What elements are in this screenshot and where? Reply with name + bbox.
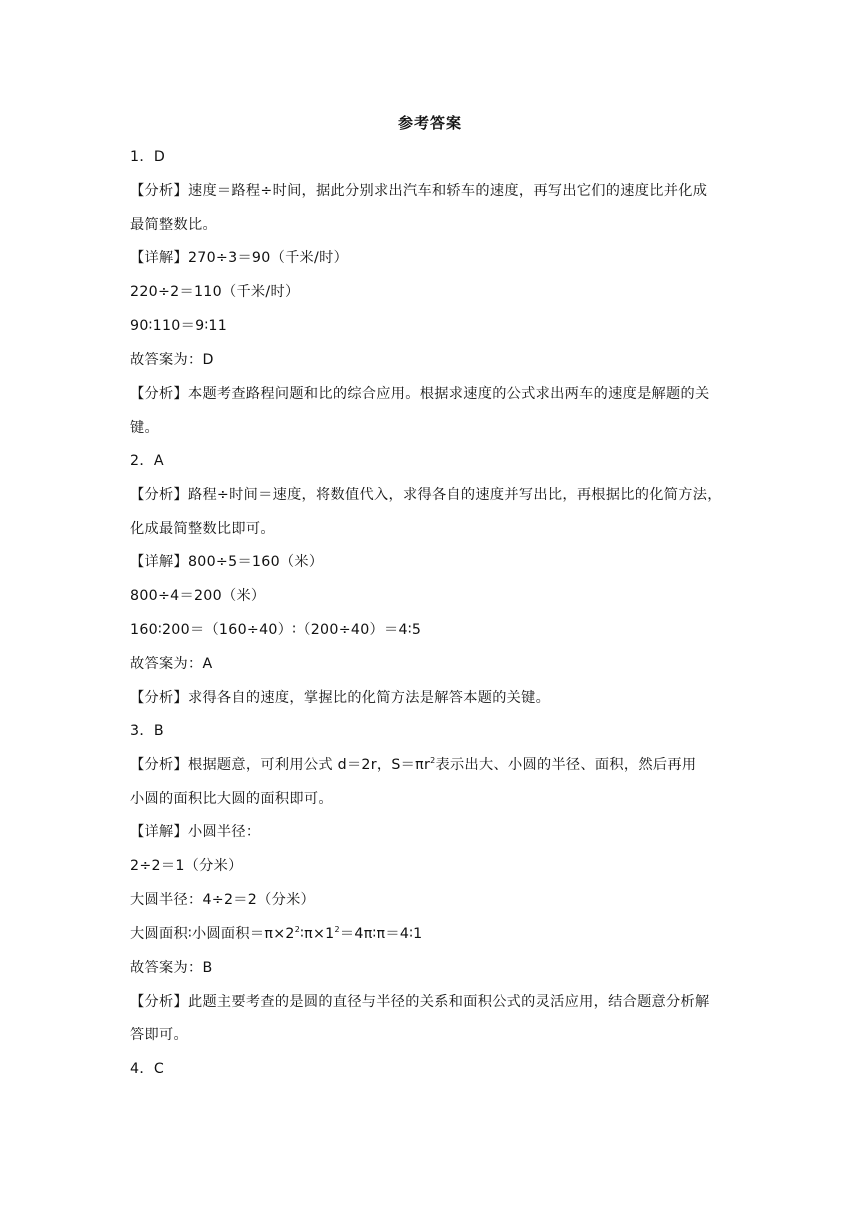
q2-analysis-line1: 【分析】路程÷时间＝速度，将数值代入，求得各自的速度并写出比，再根据比的化简方法， bbox=[130, 487, 722, 503]
q3-step2: 2÷2＝1（分米） bbox=[130, 858, 243, 874]
q3-analysis-line1 bbox=[130, 755, 740, 775]
q1-number: 1．D bbox=[130, 149, 166, 165]
q3-answer: 故答案为：B bbox=[130, 960, 213, 976]
q3-step4-a: 大圆面积∶小圆面积＝π×2 bbox=[130, 926, 295, 942]
q3-step4-c: ＝4π∶π＝4∶1 bbox=[339, 926, 423, 942]
q2-review: 【分析】求得各自的速度，掌握比的化简方法是解答本题的关键。 bbox=[130, 690, 551, 706]
q1-analysis-line1: 【分析】速度＝路程÷时间，据此分别求出汽车和轿车的速度，再写出它们的速度比并化成 bbox=[130, 183, 708, 199]
q3-review-line2: 答即可。 bbox=[130, 1027, 188, 1043]
q3-detail: 【详解】小圆半径： bbox=[130, 824, 261, 840]
q2-step3: 160∶200＝（160÷40）∶（200÷40）＝4∶5 bbox=[130, 622, 422, 638]
q3-step4-b: ∶π×1 bbox=[300, 926, 335, 942]
q3-analysis-text-b: 表示出大、小圆的半径、面积，然后再用 bbox=[435, 757, 697, 773]
q1-review-line2: 键。 bbox=[130, 420, 159, 436]
q3-step3: 大圆半径：4÷2＝2（分米） bbox=[130, 892, 316, 908]
q2-detail: 【详解】800÷5＝160（米） bbox=[130, 554, 324, 570]
q3-review-line1: 【分析】此题主要考查的是圆的直径与半径的关系和面积公式的灵活应用，结合题意分析解 bbox=[130, 994, 710, 1010]
q3-analysis-line2: 小圆的面积比大圆的面积即可。 bbox=[130, 791, 333, 807]
q3-analysis-text-a: 【分析】根据题意，可利用公式 d＝2r，S＝πr bbox=[130, 757, 431, 773]
q1-step2: 220÷2＝110（千米/时） bbox=[130, 284, 300, 300]
q1-detail: 【详解】270÷3＝90（千米/时） bbox=[130, 250, 349, 266]
q3-number: 3．B bbox=[130, 723, 164, 739]
q1-answer: 故答案为：D bbox=[130, 352, 214, 368]
q1-review-line1: 【分析】本题考查路程问题和比的综合应用。根据求速度的公式求出两车的速度是解题的关 bbox=[130, 386, 710, 402]
q2-analysis-line2: 化成最简整数比即可。 bbox=[130, 521, 275, 537]
q1-step3: 90∶110＝9∶11 bbox=[130, 318, 228, 334]
q3-step4 bbox=[130, 924, 740, 944]
q4-number: 4．C bbox=[130, 1061, 165, 1077]
q1-analysis-line2: 最简整数比。 bbox=[130, 217, 217, 233]
q2-number: 2．A bbox=[130, 453, 164, 469]
superscript: 2 bbox=[334, 925, 340, 934]
page-title: 参考答案 bbox=[397, 114, 462, 132]
superscript: 2 bbox=[430, 756, 436, 765]
superscript: 2 bbox=[294, 925, 301, 934]
q2-step2: 800÷4＝200（米） bbox=[130, 588, 266, 604]
q2-answer: 故答案为：A bbox=[130, 656, 213, 672]
